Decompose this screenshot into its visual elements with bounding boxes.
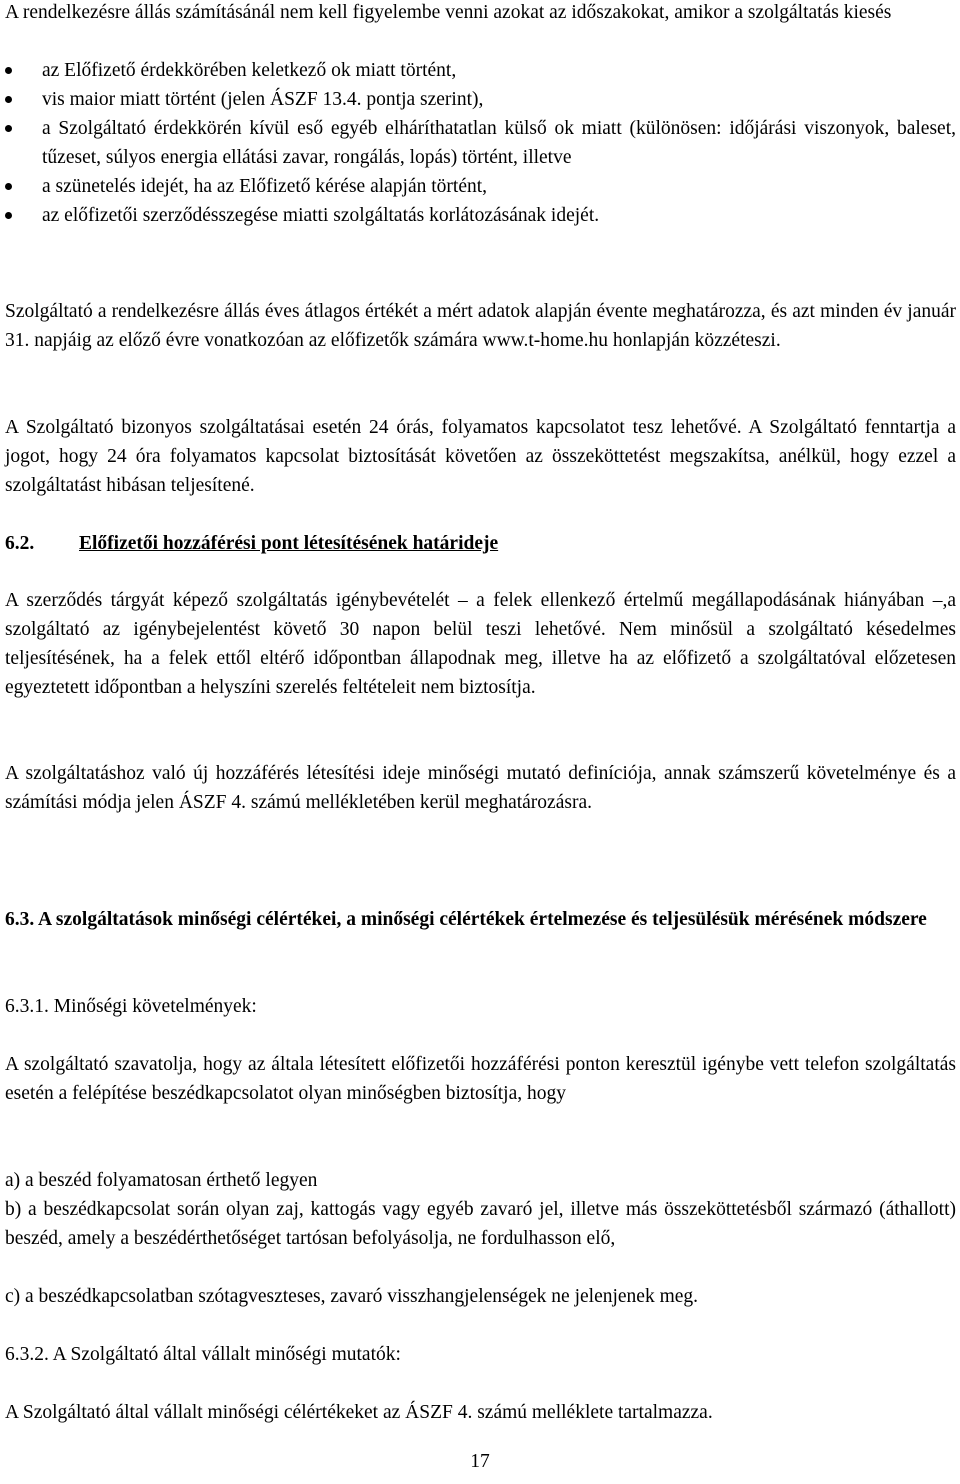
requirement-item-a: a) a beszéd folyamatosan érthető legyen (5, 1170, 318, 1191)
guarantee-paragraph: A szolgáltató szavatolja, hogy az általa létesített előfizetői hozzáférési ponton keresztül igénybe vett telefon szolgáltatás esetén a felépítése beszédkapcsolatot olyan minőségben biztosítja, hogy (5, 1054, 956, 1104)
list-item: az előfizetői szerződésszegése miatti szolgáltatás korlátozásának idejét. (5, 201, 956, 230)
list-item: a Szolgáltató érdekkörén kívül eső egyéb elháríthatatlan külső ok miatt (különösen: időjárási viszonyok, baleset, tűzeset, súlyos energia ellátási zavar, rongálás, lopás) történt, illetve (5, 114, 956, 172)
continuous-connection-paragraph: A Szolgáltató bizonyos szolgáltatásai esetén 24 órás, folyamatos kapcsolatot tesz lehetővé. A Szolgáltató fenntartja a jogot, hogy 24 óra folyamatos kapcsolat biztosítását követően az összeköttetést megszakítsa, anélkül, hogy ezzel a szolgáltatást hibásan teljesítené. (5, 417, 956, 496)
list-item: a szünetelés idejét, ha az Előfizető kérése alapján történt, (5, 172, 956, 201)
list-item: az Előfizető érdekkörében keletkező ok miatt történt, (5, 56, 956, 85)
page-number: 17 (470, 1451, 490, 1472)
annual-availability-paragraph: Szolgáltató a rendelkezésre állás éves átlagos értékét a mért adatok alapján évente meghatározza, és azt minden év január 31. napjáig az előző évre vonatkozóan az előfizetők számára www.t-home.hu honlapján közzéteszi. (5, 301, 956, 351)
final-paragraph: A Szolgáltató által vállalt minőségi célértékeket az ÁSZF 4. számú melléklete tartalmazza. (5, 1402, 713, 1423)
subsection-6-3-1: 6.3.1. Minőségi követelmények: (5, 996, 257, 1017)
bullet-icon (5, 125, 12, 132)
section-heading-6-3: 6.3. A szolgáltatások minőségi célértékei, a minőségi célértékek értelmezése és teljesülésük mérésének módszere (5, 909, 927, 930)
list-item: vis maior miatt történt (jelen ÁSZF 13.4. pontja szerint), (5, 85, 956, 114)
bullet-icon (5, 183, 12, 190)
bullet-icon (5, 67, 12, 74)
section-heading-6-2: 6.2. Előfizetői hozzáférési pont létesítésének határideje (5, 533, 499, 554)
intro-paragraph: A rendelkezésre állás számításánál nem kell figyelembe venni azokat az időszakokat, amikor a szolgáltatás kiesés (5, 2, 892, 23)
exclusion-list (5, 56, 956, 230)
requirement-item-c: c) a beszédkapcsolatban szótagveszteses, zavaró visszhangjelenségek ne jelenjenek meg. (5, 1286, 699, 1307)
new-access-paragraph: A szolgáltatáshoz való új hozzáférés létesítési ideje minőségi mutató definíciója, annak számszerű követelménye és a számítási módja jelen ÁSZF 4. számú mellékletében kerül meghatározásra. (5, 763, 956, 813)
requirement-item-b: b) a beszédkapcsolat során olyan zaj, kattogás vagy egyéb zavaró jel, illetve más összeköttetésből származó (áthallott) beszéd, amely a beszédérthetőséget tartósan befolyásolja, ne fordulhasson elő, (5, 1199, 956, 1249)
subsection-6-3-2: 6.3.2. A Szolgáltató által vállalt minőségi mutatók: (5, 1344, 401, 1365)
bullet-icon (5, 96, 12, 103)
deadline-paragraph: A szerződés tárgyát képező szolgáltatás igénybevételét – a felek ellenkező értelmű megállapodásának hiányában –,a szolgáltató az igénybejelentést követő 30 napon belül teszi lehetővé. Nem minősül a szolgáltató késedelmes teljesítésének, ha a felek ettől eltérő időpontban állapodnak meg, illetve ha az előfizető a szolgáltatóval előzetesen egyeztetett időpontban a helyszíni szerelés feltételeit nem biztosítja. (5, 590, 956, 698)
bullet-icon (5, 212, 12, 219)
